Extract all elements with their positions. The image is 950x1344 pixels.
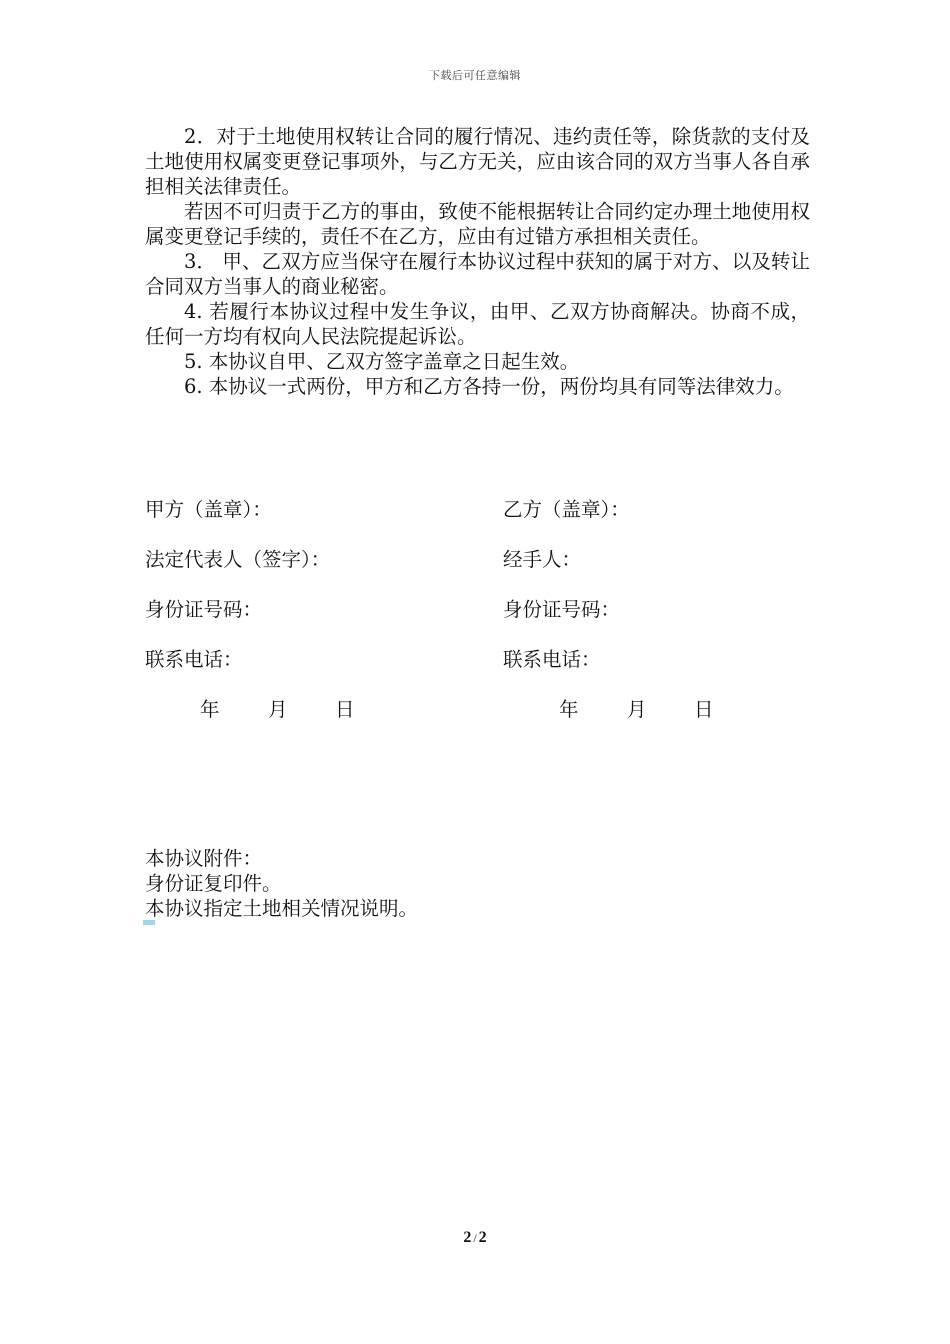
clause-5: 5. 本协议自甲、乙双方签字盖章之日起生效。 <box>184 350 580 373</box>
party-a-date-day: 日 <box>335 698 355 721</box>
party-b-seal-label: 乙方（盖章）： <box>503 498 630 521</box>
party-b-date-day: 日 <box>694 698 714 721</box>
party-b-handler-label: 经手人： <box>503 548 582 571</box>
party-b-id-label: 身份证号码： <box>503 598 621 621</box>
party-b-date-month: 月 <box>627 698 647 721</box>
clause-2-supplement: 若因不可归责于乙方的事由，致使不能根据转让合同约定办理土地使用权属变更登记手续的，责任不在乙方，应由有过错方承担相关责任。 <box>145 200 810 248</box>
party-a-date-year: 年 <box>200 698 220 721</box>
clause-4: 4. 若履行本协议过程中发生争议，由甲、乙双方协商解决。协商不成，任何一方均有权向人民法院提起诉讼。 <box>145 300 810 348</box>
party-a-seal-label: 甲方（盖章）： <box>145 498 272 521</box>
current-page-number: 2 <box>463 1229 472 1246</box>
party-a-date-month: 月 <box>268 698 288 721</box>
page-number-separator: / <box>473 1231 477 1245</box>
total-page-number: 2 <box>478 1229 487 1246</box>
clause-2: 2．对于土地使用权转让合同的履行情况、违约责任等，除货款的支付及土地使用权属变更登记事项外，与乙方无关，应由该合同的双方当事人各自承担相关法律责任。 <box>145 125 810 198</box>
party-b-phone-label: 联系电话： <box>503 648 601 671</box>
party-b-date-year: 年 <box>559 698 579 721</box>
clause-6: 6. 本协议一式两份，甲方和乙方各持一份，两份均具有同等法律效力。 <box>184 375 794 398</box>
attachments-title: 本协议附件： <box>145 847 263 870</box>
agreement-clauses <box>145 124 810 399</box>
attachments-section <box>145 846 810 921</box>
attachment-item: 本协议指定土地相关情况说明。 <box>145 897 419 920</box>
party-a-id-label: 身份证号码： <box>145 598 263 621</box>
clause-3: 3． 甲、乙双方应当保守在履行本协议过程中获知的属于对方、以及转让合同双方当事人的商业秘密。 <box>145 250 810 298</box>
party-a-phone-label: 联系电话： <box>145 648 243 671</box>
attachment-item: 身份证复印件。 <box>145 872 282 895</box>
page-header-note: 下载后可任意编辑 <box>429 69 521 82</box>
text-cursor-marker <box>143 920 155 925</box>
party-a-representative-label: 法定代表人（签字）： <box>145 548 331 571</box>
page-number <box>0 1229 950 1247</box>
